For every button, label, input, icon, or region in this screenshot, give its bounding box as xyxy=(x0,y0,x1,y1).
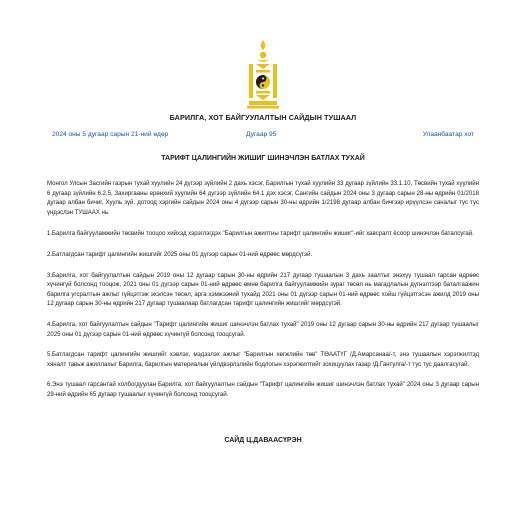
decree-item-3: 3.Барилга, хот байгуулалтын сайдын 2019 оны 12 дугаар сарын 30-ны өдрийн 217 дугаар тушаалын 3 дахь заалтыг энэхүү тушаал гарсан өдрөөс хүчингүй болсонд тооцож, 2021 оны 01 дүгээр сарын 01-ний өдрөөс өмнө барилга байгууламжийн зураг төсөл нь магадлалын дүгнэлтээр баталгаажин барилга угсралтын ажлыг гүйцэтгэж эхэлсэн төсөл, арга хэмжээний тухайд 2021 оны 01 дүгээр сарын 01-ний өдрөөс хойш гүйцэтгэсэн ажилд 2019 оны 12 дугаар сарын 30-ны өдрийн 217 дугаар тушаалаар батлагдсан тарифт цалингийн жишгийг мөрдсүгэй. xyxy=(47,272,479,308)
decree-item-1: 1.Барилга байгууламжийн төсвийн тооцоо хийхэд хэрэглэгдэх "Барилгын ажилтны тарифт цалингийн жишиг"-ийг хавсралт ёсоор шинэчлэн баталсугай. xyxy=(47,231,474,238)
decree-date: 2024 оны 5 дугаар сарын 21-ний өдөр xyxy=(52,131,169,138)
decree-place: Улаанбаатар хот xyxy=(422,131,474,138)
state-emblem-icon xyxy=(243,38,283,110)
signature-line: САЙД Ц.ДАВААСҮРЭН xyxy=(224,437,302,444)
decree-item-4: 4.Барилга, хот байгуулалтын сайдын "Тарифт цалингийн жишиг шинэчлэн батлах тухай" 2019 оны 12 дугаар сарын 30-ны өдрийн 217 дугаар тушаалыг 2025 оны 01 дүгээр сарын 01-ний өдрөөс хүчингүй болсонд тооцсугай. xyxy=(47,321,479,338)
decree-item-6: 6.Энэ тушаал гарсантай холбогдуулан Барилга, хот байгуулалтын сайдын "Тарифт цалингийн жишиг шинэчлэн батлах тухай" 2024 оны 3 дугаар сарын 29-ний өдрийн 65 дугаар тушаалыг хүчингүй болсонд тооцсугай. xyxy=(47,382,479,398)
decree-number: Дугаар 95 xyxy=(246,131,277,138)
decree-item-2: 2.Батлагдсан тарифт цалингийн жишгийг 2025 оны 01 дүгээр сарын 01-ний өдрөөс мөрдсүгэй. xyxy=(47,251,313,258)
ministry-title: БАРИЛГА, ХОТ БАЙГУУЛАЛТЫН САЙДЫН ТУШААЛ xyxy=(169,113,357,122)
document-title: ТАРИФТ ЦАЛИНГИЙН ЖИШИГ ШИНЭЧЛЭН БАТЛАХ ТУХАЙ xyxy=(161,155,365,162)
decree-item-5: 5.Батлагдсан тарифт цалингийн жишгийг хэвлэх, мэдээлэх ажлыг "Барилгын хөгжлийн төв" ТӨААТҮГ /Д.Амарсанаа/-т, энэ тушаалын хэрэгжилтэд хяналт тавьж ажиллахыг Барилга, барилгын материалын үйлдвэрлэлийн бодлогын хэрэгжилтийг зохицуулах газар /Д.Гантулга/-т тус тус даалгасугай. xyxy=(47,352,479,368)
intro-paragraph: Монгол Улсын Засгийн газрын тухай хуулийн 24 дүгээр зүйлийн 2 дахь хэсэг, Барилгын тухай хуулийн 33 дугаар зүйлийн 33.1.10, Төсвийн тухай хуулийн 6 дугаар зүйлийн 6.2.5, Захиргааны ерөнхий хуулийн 64 дүгээр зүйлийн 64.1 дэх хэсэг, Сангийн сайдын 2024 оны 3 дугаар сарын 28-ны өдрийн 01/2018 дугаар албан бичиг, Хууль зүй, дотоод хэргийн сайдын 2024 оны 4 дүгээр сарын 30-ны өдрийн 1/2198 дугаар албан бичгээр ирүүлсэн саналыг тус тус үндэслэн ТУШААХ нь: xyxy=(47,181,479,216)
decree-body xyxy=(47,180,479,412)
